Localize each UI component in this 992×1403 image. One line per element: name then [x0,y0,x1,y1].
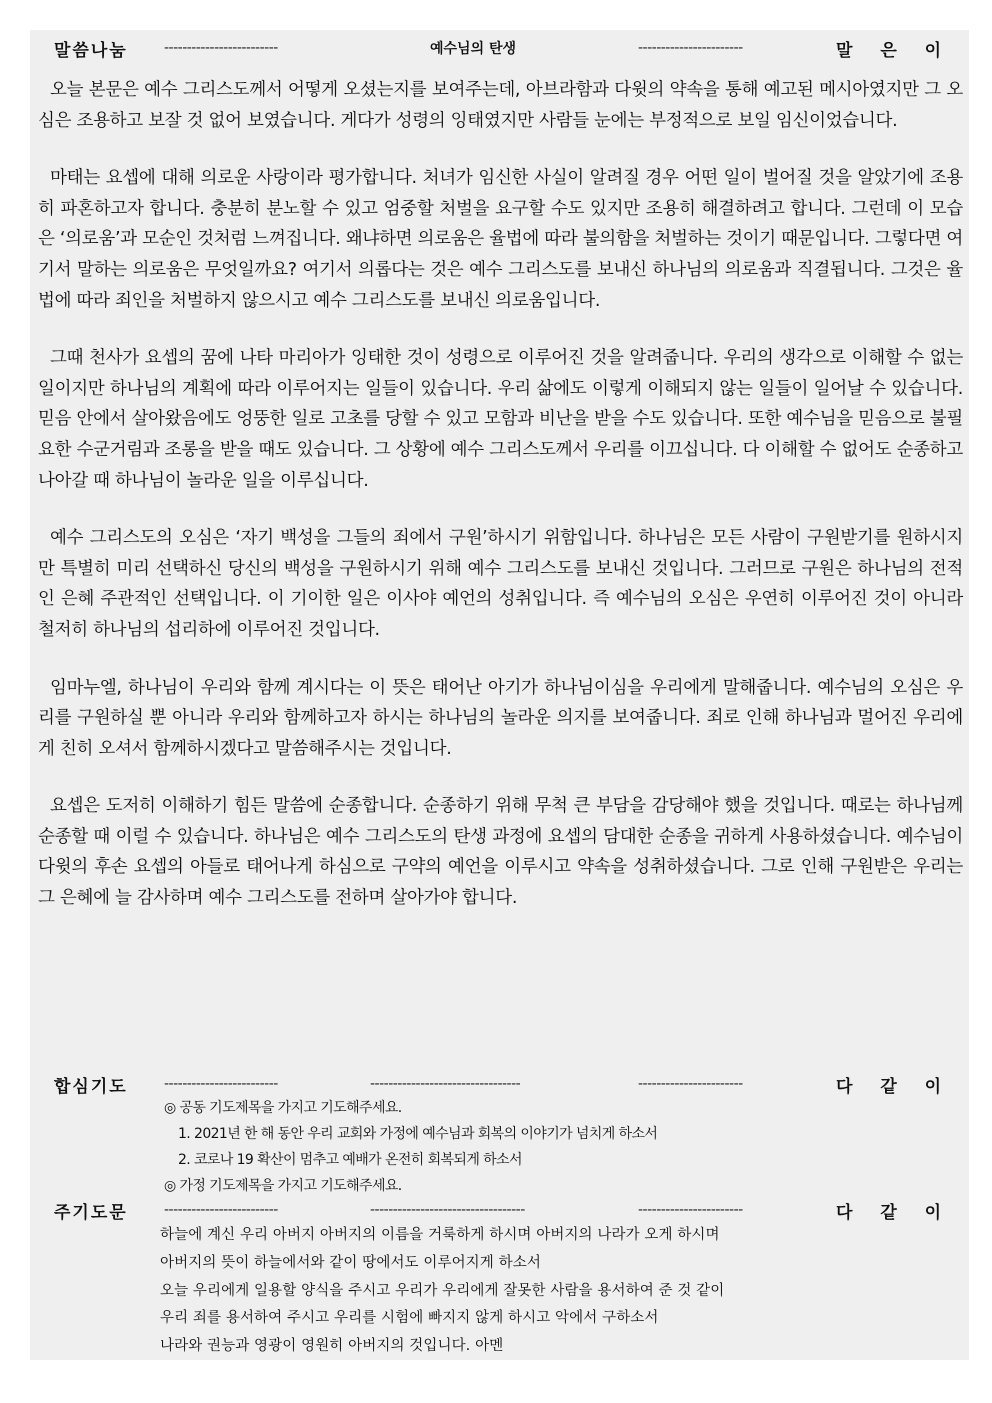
dash-leader: --------------------------------- [370,1076,521,1092]
lords-prayer-line: 하늘에 계신 우리 아버지 아버지의 이름을 거룩하게 하시며 아버지의 나라가 오게 하시며 [160,1227,720,1243]
lords-prayer-line: 아버지의 뜻이 하늘에서와 같이 땅에서도 이루어지게 하소서 [160,1254,541,1271]
dash-leader: ----------------------- [638,40,743,56]
dash-leader: ----------------------- [638,1202,743,1218]
sermon-label: 말씀나눔 [54,40,128,61]
prayer-leader: 다 같 이 [836,1076,942,1097]
sermon-paragraph: 마태는 요셉에 대해 의로운 사랑이라 평가합니다. 처녀가 임신한 사실이 알려질 경우 어떤 일이 벌어질 것을 알았기에 조용히 파혼하고자 합니다. 충분히 분노할 수 있고 엄중할 처벌을 요구할 수도 있지만 조용히 해결하려고 합니다. 그런데 이 모습은 ‘의로움’과 모순인 것처럼 느껴집니다. 왜냐하면 의로움은 율법에 따라 불의함을 처벌하는 것이기 때문입니다. 그렇다면 여기서 말하는 의로움은 무엇일까요? 여기서 의롭다는 것은 예수 그리스도를 보내신 하나님의 의로움과 직결됩니다. 그것은 율법에 따라 죄인을 처벌하지 않으시고 예수 그리스도를 보내신 의로움입니다. [38,168,963,311]
sermon-paragraph: 그때 천사가 요셉의 꿈에 나타 마리아가 잉태한 것이 성령으로 이루어진 것을 알려줍니다. 우리의 생각으로 이해할 수 없는 일이지만 하나님의 계획에 따라 이루어지는 일들이 있습니다. 우리 삶에도 이렇게 이해되지 않는 일들이 일어날 수 있습니다. 믿음 안에서 살아왔음에도 엉뚱한 일로 고초를 당할 수 있고 모함과 비난을 받을 수도 있습니다. 또한 예수님을 믿음으로 불필요한 수군거림과 조롱을 받을 때도 있습니다. 그 상황에 예수 그리스도께서 우리를 이끄십니다. 다 이해할 수 없어도 순종하고 나아갈 때 하나님이 놀라운 일을 이루십니다. [38,348,963,491]
dash-leader: ---------------------------------- [370,1202,525,1218]
dash-leader: ------------------------- [164,1076,278,1092]
lords-prayer-text [160,1222,724,1361]
prayer-item: 1. 2021년 한 해 동안 우리 교회와 가정에 예수님과 회복의 이야기가 넘치게 하소서 [178,1126,658,1142]
lords-prayer-line: 나라와 권능과 영광이 영원히 아버지의 것입니다. 아멘 [160,1338,504,1355]
sermon-paragraph: 임마누엘, 하나님이 우리와 함께 계시다는 이 뜻은 태어난 아기가 하나님이심을 우리에게 말해줍니다. 예수님의 오심은 우리를 구원하실 뿐 아니라 우리와 함께하고자 하시는 하나님의 놀라운 의지를 보여줍니다. 죄로 인해 하나님과 멀어진 우리에게 친히 오셔서 함께하시겠다고 말씀해주시는 것입니다. [38,677,963,759]
prayer-label: 합심기도 [54,1076,128,1097]
bulletin-page [30,30,969,1360]
common-prayer-heading: ◎ 공동 기도제목을 가지고 기도해주세요. [164,1100,402,1116]
lords-prayer-line: 우리 죄를 용서하여 주시고 우리를 시험에 빠지지 않게 하시고 악에서 구하소서 [160,1310,659,1327]
sermon-paragraph: 요셉은 도저히 이해하기 힘든 말씀에 순종합니다. 순종하기 위해 무척 큰 부담을 감당해야 했을 것입니다. 때로는 하나님께 순종할 때 이럴 수 있습니다. 하나님은 예수 그리스도의 탄생 과정에 요셉의 담대한 순종을 귀하게 사용하셨습니다. 예수님이 다윗의 후손 요셉의 아들로 태어나게 하심으로 구약의 예언을 이루시고 약속을 성취하셨습니다. 그로 인해 구원받은 우리는 그 은혜에 늘 감사하며 예수 그리스도를 전하며 살아가야 합니다. [38,796,963,909]
sermon-body [38,75,963,941]
lords-prayer-leader: 다 같 이 [836,1202,942,1223]
prayer-item: 2. 코로나 19 확산이 멈추고 예배가 온전히 회복되게 하소서 [178,1152,522,1168]
sermon-paragraph: 오늘 본문은 예수 그리스도께서 어떻게 오셨는지를 보여주는데, 아브라함과 다윗의 약속을 통해 예고된 메시아였지만 그 오심은 조용하고 보잘 것 없어 보였습니다. 게다가 성령의 잉태였지만 사람들 눈에는 부정적으로 보일 임신이었습니다. [38,80,963,131]
lords-prayer-line: 오늘 우리에게 일용할 양식을 주시고 우리가 우리에게 잘못한 사람을 용서하여 준 것 같이 [160,1282,725,1299]
lords-prayer-label: 주기도문 [54,1202,128,1223]
sermon-title: 예수님의 탄생 [430,41,517,57]
dash-leader: ----------------------- [638,1076,743,1092]
section-header-sermon [30,30,969,66]
family-prayer-heading: ◎ 가정 기도제목을 가지고 기도해주세요. [164,1178,402,1194]
speaker-name: 말 은 이 [836,40,942,61]
dash-leader: ------------------------- [164,40,278,56]
sermon-paragraph: 예수 그리스도의 오심은 ‘자기 백성을 그들의 죄에서 구원’하시기 위함입니다. 하나님은 모든 사람이 구원받기를 원하시지만 특별히 미리 선택하신 당신의 백성을 구원하시기 위해 예수 그리스도를 보내신 것입니다. 그러므로 구원은 하나님의 전적인 은혜 주관적인 선택입니다. 이 기이한 일은 이사야 예언의 성취입니다. 즉 예수님의 오심은 우연히 이루어진 것이 아니라 철저히 하나님의 섭리하에 이루어진 것입니다. [38,528,963,640]
dash-leader: ------------------------- [164,1202,278,1218]
